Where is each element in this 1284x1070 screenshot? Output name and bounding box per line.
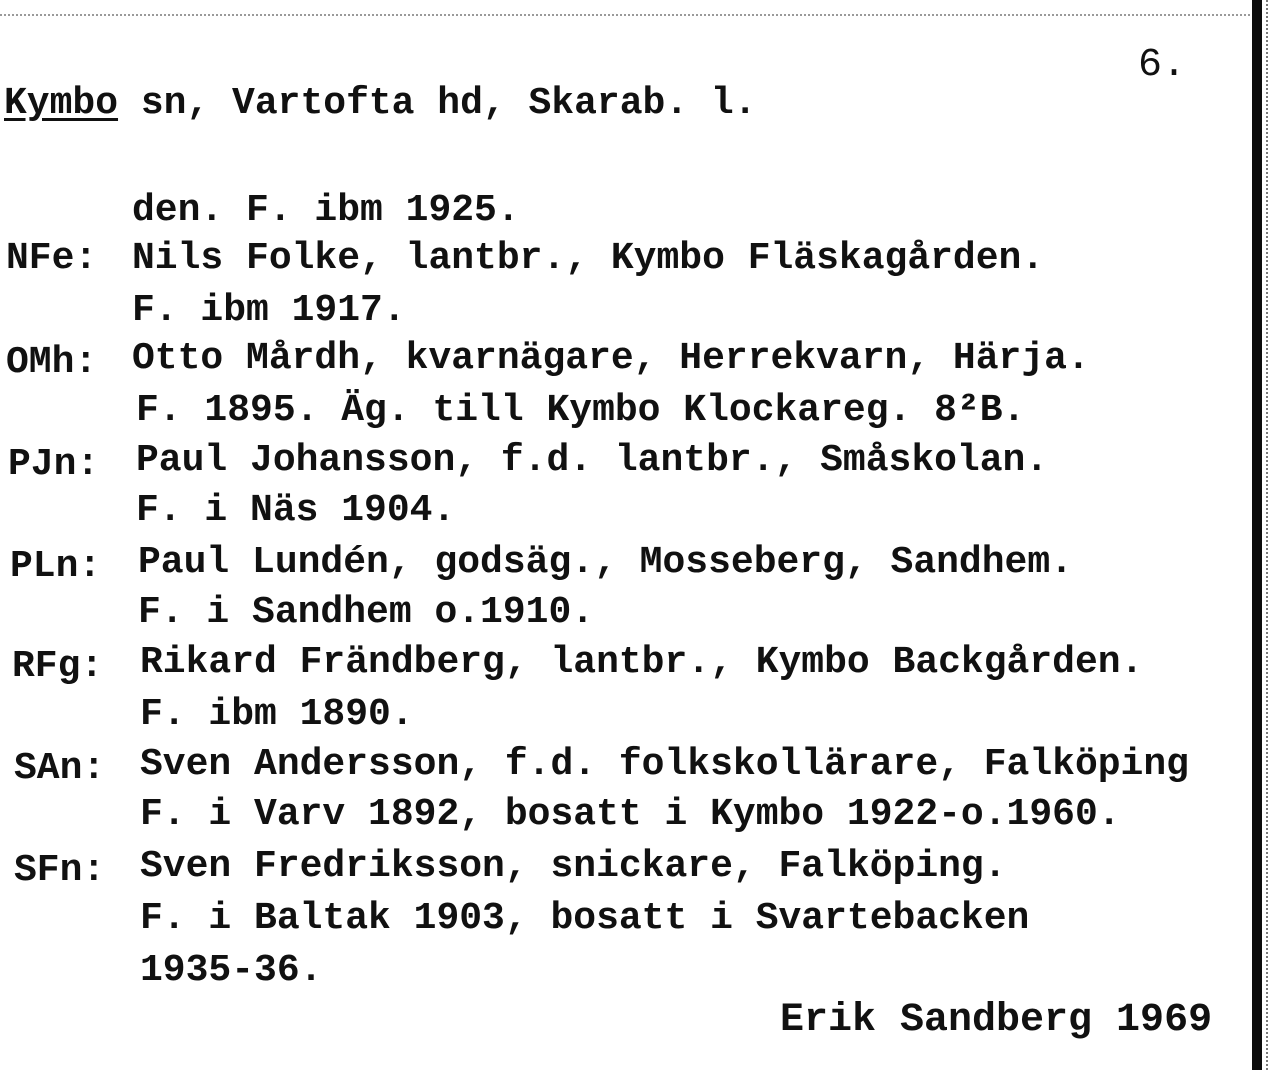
- heading-place: Kymbo: [4, 82, 119, 125]
- card-right-edge-fringe: [1266, 0, 1270, 1070]
- continuation-line: den. F. ibm 1925.: [132, 189, 520, 232]
- entry-line1: Rikard Frändberg, lantbr., Kymbo Backgården.: [140, 641, 1144, 684]
- entry-line2: F. i Baltak 1903, bosatt i Svartebacken: [140, 897, 1030, 940]
- card-number: 6.: [1138, 43, 1187, 88]
- entry-line1: Sven Andersson, f.d. folkskollärare, Falköping: [140, 743, 1189, 786]
- entry-line2: F. 1895. Äg. till Kymbo Klockareg. 8²B.: [136, 389, 1026, 432]
- card-right-edge: [1252, 0, 1262, 1070]
- card-top-edge: [0, 14, 1250, 16]
- entry-line1: Paul Lundén, godsäg., Mosseberg, Sandhem.: [138, 541, 1073, 584]
- entry-line1: Paul Johansson, f.d. lantbr., Småskolan.: [136, 439, 1049, 482]
- entry-line2: F. ibm 1890.: [140, 693, 414, 736]
- entry-code: PLn:: [10, 545, 102, 588]
- entry-code: SFn:: [14, 849, 106, 892]
- entry-code: OMh:: [6, 341, 98, 384]
- card-heading: [4, 80, 757, 128]
- entry-line3: 1935-36.: [140, 949, 323, 992]
- entry-line2: F. ibm 1917.: [132, 289, 406, 332]
- entry-line2: F. i Sandhem o.1910.: [138, 591, 595, 634]
- entry-line1: Nils Folke, lantbr., Kymbo Fläskagården.: [132, 237, 1045, 280]
- entry-line2: F. i Näs 1904.: [136, 489, 456, 532]
- entry-code: PJn:: [8, 443, 100, 486]
- entry-code: NFe:: [6, 237, 98, 280]
- signature: Erik Sandberg 1969: [780, 998, 1213, 1043]
- entry-code: RFg:: [12, 645, 104, 688]
- entry-line1: Sven Fredriksson, snickare, Falköping.: [140, 845, 1007, 888]
- heading-rest: sn, Vartofta hd, Skarab. l.: [118, 82, 757, 125]
- entry-code: SAn:: [14, 747, 106, 790]
- entry-line1: Otto Mårdh, kvarnägare, Herrekvarn, Härja.: [132, 337, 1090, 380]
- entry-line2: F. i Varv 1892, bosatt i Kymbo 1922-o.1960.: [140, 793, 1121, 836]
